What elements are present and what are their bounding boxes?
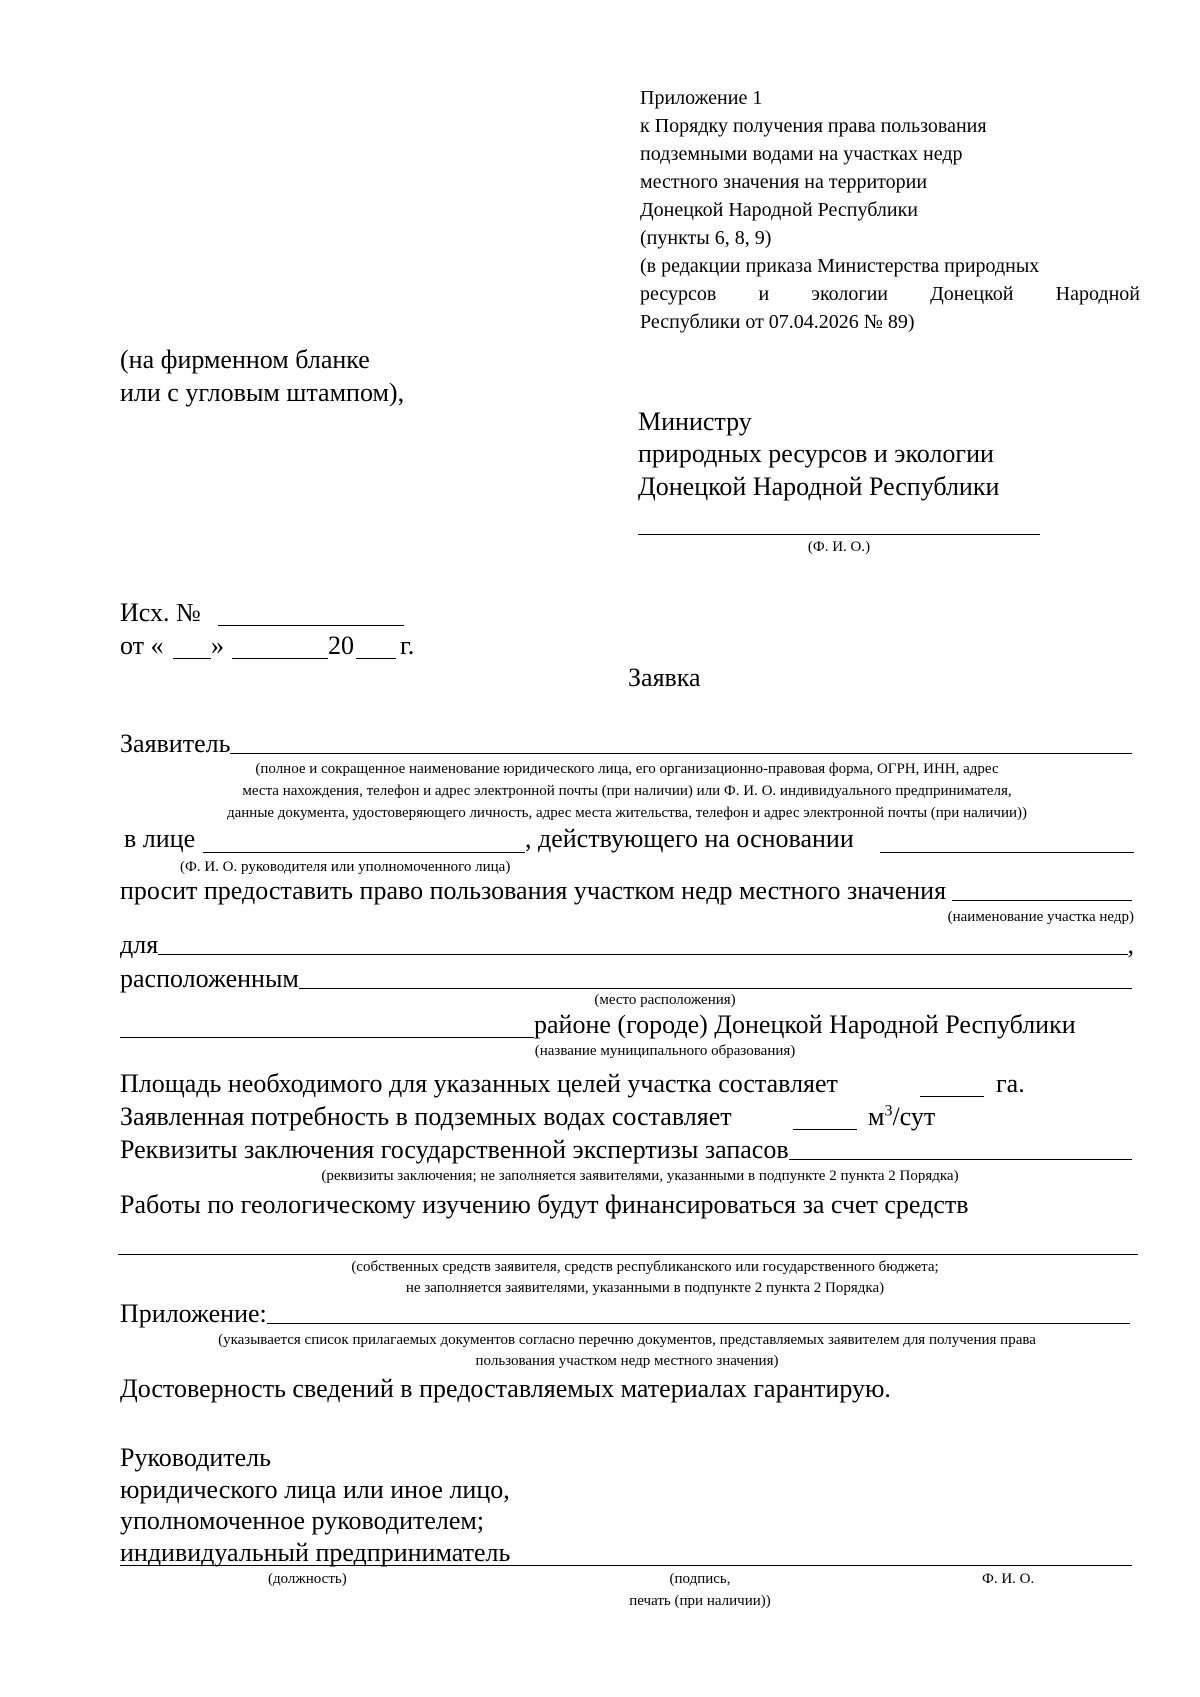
represented-prefix: в лице bbox=[124, 824, 196, 853]
outgoing-day-field[interactable] bbox=[173, 658, 211, 659]
attachment-label: Приложение: bbox=[120, 1299, 267, 1328]
municipality-hint: (название муниципального образования) bbox=[534, 1043, 796, 1059]
appendix-line: к Порядку получения права пользования bbox=[640, 115, 987, 137]
expertise-text: Реквизиты заключения государственной экспертизы запасов bbox=[120, 1135, 789, 1164]
signatory-line1: Руководитель bbox=[120, 1443, 271, 1472]
signatory-hint-signature-line2: печать (при наличии)) bbox=[629, 1593, 771, 1609]
represented-basis-label: , действующего на основании bbox=[525, 824, 854, 853]
location-field[interactable] bbox=[299, 988, 1132, 989]
basis-field[interactable] bbox=[880, 852, 1134, 853]
appendix-line: (в редакции приказа Министерства природных bbox=[640, 255, 1040, 277]
signatory-line3: уполномоченное руководителем; bbox=[120, 1506, 485, 1535]
represented-hint: (Ф. И. О. руководителя или уполномоченного лица) bbox=[180, 859, 511, 875]
applicant-hint-line2: места нахождения, телефон и адрес электронной почты (при наличии) или Ф. И. О. индивидуального предпринимателя, bbox=[242, 783, 1012, 799]
page-title: Заявка bbox=[628, 663, 701, 692]
demand-field[interactable] bbox=[793, 1129, 857, 1130]
appendix-line: подземными водами на участках недр bbox=[640, 143, 963, 165]
applicant-hint-line1: (полное и сокращенное наименование юридического лица, его организационно-правовая форма, ОГРН, ИНН, адрес bbox=[255, 761, 999, 777]
outgoing-year-field[interactable] bbox=[356, 658, 396, 659]
attachment-row bbox=[120, 1298, 1130, 1330]
area-field[interactable] bbox=[920, 1096, 984, 1097]
request-text: просит предоставить право пользования участком недр местного значения bbox=[120, 876, 947, 905]
purpose-suffix: , bbox=[1127, 930, 1134, 959]
signatory-hint-fio: Ф. И. О. bbox=[982, 1571, 1035, 1587]
applicant-label: Заявитель bbox=[120, 729, 231, 758]
guarantee-text: Достоверность сведений в предоставляемых материалах гарантирую. bbox=[120, 1374, 891, 1403]
outgoing-year-prefix: 20 bbox=[328, 631, 354, 660]
demand-unit-rest: /сут bbox=[892, 1102, 936, 1131]
outgoing-year-suffix: г. bbox=[400, 631, 415, 660]
applicant-hint-line3: данные документа, удостоверяющего личность, адрес места жительства, телефон и адрес электронной почты (при наличии)) bbox=[226, 805, 1028, 821]
subsoil-site-name-field[interactable] bbox=[952, 900, 1132, 901]
municipality-text: районе (городе) Донецкой Народной Республики bbox=[534, 1010, 1076, 1039]
demand-unit-exp: 3 bbox=[884, 1102, 893, 1120]
applicant-field[interactable] bbox=[230, 753, 1132, 754]
demand-text: Заявленная потребность в подземных водах составляет bbox=[120, 1102, 732, 1131]
applicant-row bbox=[120, 728, 1132, 760]
appendix-header bbox=[640, 84, 1140, 336]
purpose-row bbox=[120, 929, 1134, 961]
outgoing-number-field[interactable] bbox=[218, 625, 404, 626]
location-label: расположенным bbox=[120, 964, 299, 993]
letterhead-note-line1: (на фирменном бланке bbox=[120, 345, 370, 374]
municipality-field[interactable] bbox=[120, 1037, 534, 1038]
area-unit: га. bbox=[996, 1069, 1025, 1098]
outgoing-date-prefix: от « bbox=[120, 631, 164, 660]
outgoing-date-quote: » bbox=[211, 631, 224, 660]
demand-unit-m: м bbox=[868, 1102, 885, 1131]
signatory-line4: индивидуальный предприниматель bbox=[120, 1538, 511, 1567]
outgoing-number-label: Исх. № bbox=[120, 598, 201, 627]
appendix-line: местного значения на территории bbox=[640, 171, 928, 193]
attachment-field[interactable] bbox=[267, 1323, 1130, 1324]
purpose-field[interactable] bbox=[158, 954, 1127, 955]
request-row bbox=[120, 875, 1132, 907]
purpose-label: для bbox=[120, 930, 159, 959]
signature-line[interactable] bbox=[120, 1565, 1132, 1566]
financing-text: Работы по геологическому изучению будут финансироваться за счет средств bbox=[120, 1190, 969, 1219]
addressee-line1: Министру bbox=[638, 407, 752, 436]
demand-unit bbox=[868, 1101, 935, 1133]
attachment-hint-line2: пользования участком недр местного значения) bbox=[475, 1353, 779, 1369]
expertise-row bbox=[120, 1134, 1132, 1166]
financing-hint-line1: (собственных средств заявителя, средств республиканского или государственного бюджета; bbox=[351, 1259, 939, 1275]
addressee-line3: Донецкой Народной Республики bbox=[638, 472, 1000, 501]
request-hint: (наименование участка недр) bbox=[947, 909, 1134, 925]
signatory-hint-signature-line1: (подпись, bbox=[669, 1571, 731, 1587]
appendix-line: Донецкой Народной Республики bbox=[640, 199, 918, 221]
financing-field[interactable] bbox=[118, 1254, 1138, 1255]
addressee-fio-hint: (Ф. И. О.) bbox=[807, 539, 871, 555]
appendix-line: ресурсов и экологии Донецкой Народной bbox=[640, 283, 1140, 305]
representative-field[interactable] bbox=[203, 852, 525, 853]
signatory-line2: юридического лица или иное лицо, bbox=[120, 1475, 510, 1504]
attachment-hint-line1: (указывается список прилагаемых документов согласно перечню документов, представляемых заявителем для получения права bbox=[218, 1332, 1036, 1348]
financing-hint-line2: не заполняется заявителями, указанными в подпункте 2 пункта 2 Порядка) bbox=[405, 1280, 885, 1296]
outgoing-month-field[interactable] bbox=[232, 658, 328, 659]
addressee-line2: природных ресурсов и экологии bbox=[638, 439, 994, 468]
letterhead-note-line2: или с угловым штампом), bbox=[120, 378, 405, 407]
expertise-hint: (реквизиты заключения; не заполняется заявителями, указанными в подпункте 2 пункта 2 Порядка) bbox=[321, 1168, 959, 1184]
signatory-hint-position: (должность) bbox=[268, 1571, 347, 1587]
appendix-line: (пункты 6, 8, 9) bbox=[640, 227, 772, 249]
appendix-line: Приложение 1 bbox=[640, 87, 763, 109]
appendix-line: Республики от 07.04.2026 № 89) bbox=[640, 311, 915, 333]
expertise-field[interactable] bbox=[789, 1159, 1132, 1160]
location-hint: (место расположения) bbox=[594, 992, 736, 1008]
addressee-fio-field[interactable] bbox=[638, 534, 1040, 535]
area-text: Площадь необходимого для указанных целей участка составляет bbox=[120, 1069, 838, 1098]
